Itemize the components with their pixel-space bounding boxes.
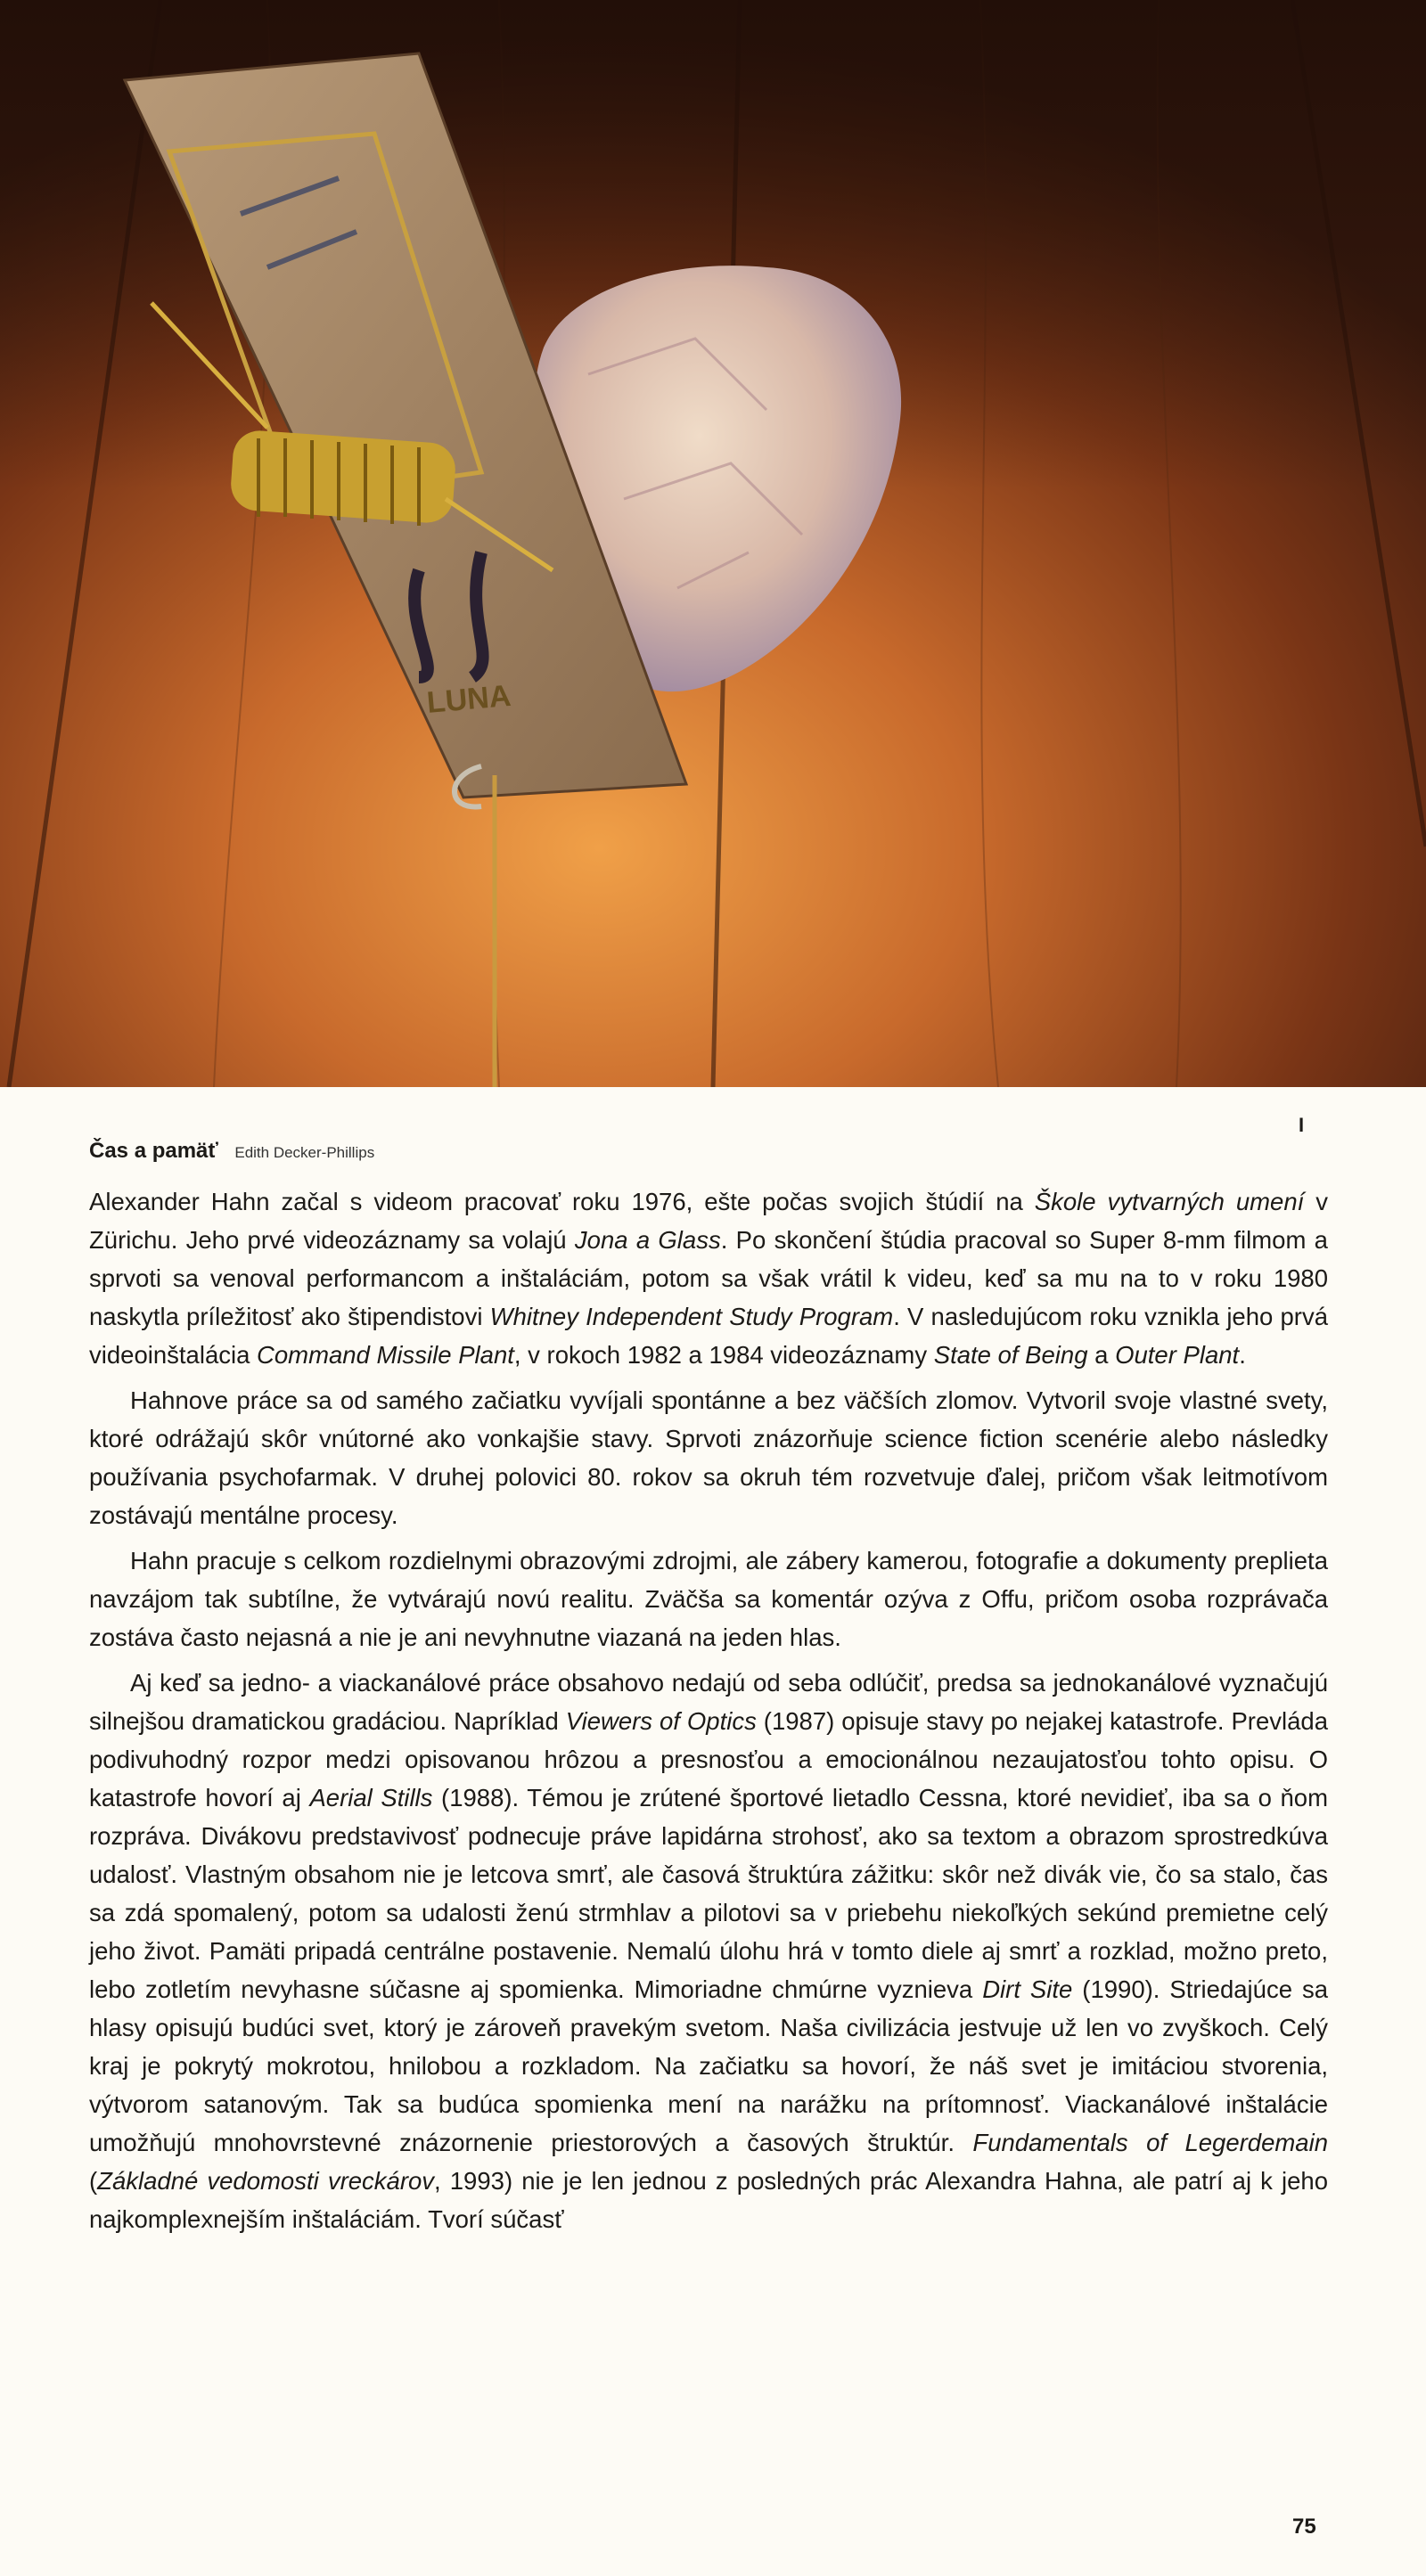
italic-title-text: Jona a Glass [574, 1226, 721, 1254]
page-number: 75 [1292, 2515, 1316, 2539]
article-author: Edith Decker-Phillips [234, 1144, 375, 1161]
italic-title-text: Viewers of Optics [565, 1707, 757, 1735]
text-run: , 1993) nie je len jednou z posledných prác Alexandra Hahna, ale patrí aj k jeho najkomplexnejším inštaláciám. Tvorí súčasť [89, 2167, 1328, 2233]
article-title: Čas a pamäť [89, 1139, 218, 1163]
italic-title-text: Základné vedomosti vreckárov [97, 2167, 435, 2195]
text-run: ( [89, 2167, 98, 2195]
italic-title-text: Fundamentals of Legerdemain [972, 2129, 1328, 2156]
text-run: (1990). Striedajúce sa hlasy opisujú budúci svet, ktorý je zároveň pravekým svetom. Naša civilizácia jestvuje už len vo zvyškoch. Celý kraj je pokrytý mokrotou, hnilobou a rozkladom. Na začiatku sa hovorí, že náš svet je imitáciou stvorenia, výtvorom satanovým. Tak sa budúca spomienka mení na narážku na prítomnosť. Viackanálové inštalácie umožňujú mnohovrstevné znázornenie priestorových a časových štruktúr. [89, 1975, 1329, 2156]
italic-title-text: Outer Plant [1115, 1341, 1240, 1369]
paragraph [89, 1381, 1328, 1534]
text-run: , v rokoch 1982 a 1984 videozáznamy [513, 1341, 934, 1369]
italic-title-text: Command Missile Plant [257, 1341, 514, 1369]
article [89, 1132, 1328, 2238]
italic-title-text: Škole vytvarných umení [1034, 1188, 1305, 1215]
text-run: a [1087, 1341, 1116, 1369]
text-run: Alexander Hahn začal s videom pracovať roku 1976, ešte počas svojich štúdií na [89, 1188, 1035, 1215]
text-run: v Zürichu. Jeho prvé videozáznamy sa volajú [89, 1188, 1328, 1254]
text-run: . Po skončení štúdia pracoval so Super 8-mm filmom a sprvoti sa venoval performancom a inštaláciám, potom sa však vrátil k videu, keď sa mu na to v roku 1980 naskytla príležitosť ako štipendistovi [89, 1226, 1328, 1330]
photograph-mousetrap-and-crumpled-paper [0, 0, 1426, 1087]
text-run: (1987) opisuje stavy po nejakej katastrofe. Prevláda podivuhodný rozpor medzi opisovanou hrôzou a presnosťou a emocionálnou nezaujatosťou tohto opisu. O katastrofe hovorí aj [89, 1707, 1328, 1811]
italic-title-text: Aerial Stills [309, 1784, 433, 1811]
text-run: Aj keď sa jedno- a viackanálové práce obsahovo nedajú od seba odlúčiť, predsa sa jednokanálové vyznačujú silnejšou dramatickou gradáciou. Napríklad [89, 1669, 1328, 1735]
italic-title-text: State of Being [933, 1341, 1088, 1369]
italic-title-text: Dirt Site [982, 1975, 1073, 2003]
paragraph [89, 1182, 1328, 1374]
text-run: . [1239, 1341, 1246, 1369]
article-heading [89, 1132, 1328, 1174]
article-body [89, 1182, 1328, 2238]
trap-label: LUNA [425, 678, 512, 720]
italic-title-text: Whitney Independent Study Program [489, 1303, 894, 1330]
text-run: . V nasledujúcom roku vznikla jeho prvá videoinštalácia [89, 1303, 1328, 1369]
text-run: Hahnove práce sa od samého začiatku vyvíjali spontánne a bez väčších zlomov. Vytvoril svoje vlastné svety, ktoré odrážajú skôr vnútorné ako vonkajšie stavy. Sprvoti znázorňuje science fiction scenérie alebo následky používania psychofarmak. V druhej polovici 80. rokov sa okruh tém rozvetvuje ďalej, pričom však leitmotívom zostávajú mentálne procesy. [89, 1386, 1328, 1529]
text-run: Hahn pracuje s celkom rozdielnymi obrazovými zdrojmi, ale zábery kamerou, fotografie a dokumenty preplieta navzájom tak subtílne, že vytvárajú novú realitu. Zväčša sa komentár ozýva z Offu, pričom osoba rozprávača zostáva často nejasná a nie je ani nevyhnutne viazaná na jeden hlas. [89, 1547, 1328, 1651]
paragraph [89, 1664, 1328, 2238]
text-run: (1988). Témou je zrútené športové lietadlo Cessna, ktoré nevidieť, iba sa o ňom rozpráva. Divákovu predstavivosť podnecuje práve lapidárna strohosť, ako sa textom a obrazom sprostredkúva udalosť. Vlastným obsahom nie je letcova smrť, ale časová štruktúra zážitku: skôr než divák vie, čo sa stalo, čas sa zdá spomalený, potom sa udalosti ženú strmhlav a pilotovi sa v priebehu niekoľkých sekúnd premietne celý jeho život. Pamäti pripadá centrálne postavenie. Nemalú úlohu hrá v tomto diele aj smrť a rozklad, možno preto, lebo zotletím nevyhasne súčasne aj spomienka. Mimoriadne chmúrne vyznieva [89, 1784, 1329, 2003]
section-marker: I [1299, 1114, 1305, 1136]
paragraph [89, 1542, 1328, 1656]
